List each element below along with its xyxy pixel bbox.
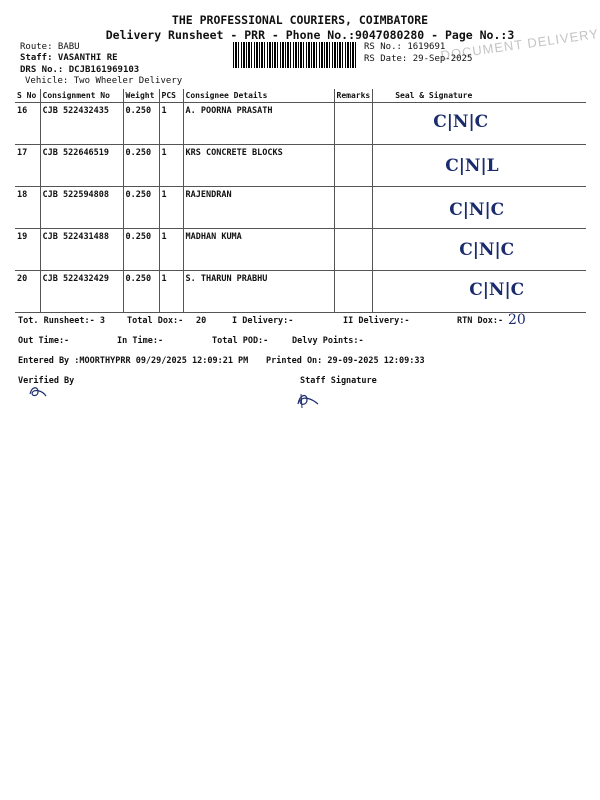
row-pcs: 1 — [159, 271, 183, 313]
row-weight: 0.250 — [123, 145, 159, 187]
row-remarks — [334, 187, 373, 229]
table-row — [15, 187, 586, 229]
row-remarks — [334, 271, 373, 313]
row-sno: 18 — [15, 187, 40, 229]
company-title: THE PROFESSIONAL COURIERS, COIMBATORE — [171, 13, 429, 27]
row-sno: 19 — [15, 229, 40, 271]
row-weight: 0.250 — [123, 187, 159, 229]
row-consignment: CJB 522432429 — [40, 271, 123, 313]
row-remarks — [334, 229, 373, 271]
col-sno: S No — [15, 89, 40, 103]
delvy-points: Delvy Points:- — [292, 336, 364, 346]
col-remarks: Remarks — [334, 89, 373, 103]
runsheet-table — [15, 89, 586, 313]
rs-date: RS Date: 29-Sep-2025 — [364, 54, 473, 64]
printed-on: Printed On: 29-09-2025 12:09:33 — [266, 356, 425, 366]
table-row — [15, 103, 586, 145]
row-consignee: MADHAN KUMA — [183, 229, 334, 271]
row-signature — [373, 229, 586, 271]
in-time: In Time:- — [117, 336, 164, 346]
vehicle-label: Vehicle: Two Wheeler Delivery — [25, 76, 183, 86]
staff-label: Staff: VASANTHI RE — [20, 53, 118, 63]
row-signature — [373, 271, 586, 313]
row-pcs: 1 — [159, 229, 183, 271]
table-row — [15, 145, 586, 187]
verified-by-label: Verified By — [18, 376, 75, 386]
i-delivery: I Delivery:- — [232, 316, 294, 326]
document-delivery-stamp: DOCUMENT DELIVERY — [439, 25, 600, 64]
handwritten-signature: C|N|C — [459, 240, 515, 260]
drs-number: DRS No.: DCJB161969103 — [20, 65, 140, 75]
table-header-row — [15, 89, 586, 103]
entered-by: Entered By :MOORTHYPRR 09/29/2025 12:09:21 PM — [18, 356, 249, 366]
row-sno: 16 — [15, 103, 40, 145]
table-row — [15, 229, 586, 271]
col-pcs: PCS — [159, 89, 183, 103]
row-signature — [373, 145, 586, 187]
route-label: Route: BABU — [20, 42, 80, 52]
staff-signature-icon — [293, 390, 323, 410]
staff-signature-label: Staff Signature — [300, 376, 377, 386]
ii-delivery: II Delivery:- — [343, 316, 410, 326]
row-signature — [373, 187, 586, 229]
handwritten-signature: C|N|C — [449, 200, 505, 220]
row-consignee: KRS CONCRETE BLOCKS — [183, 145, 334, 187]
col-weight: Weight — [123, 89, 159, 103]
out-time: Out Time:- — [18, 336, 70, 346]
row-pcs: 1 — [159, 187, 183, 229]
barcode — [233, 42, 358, 68]
row-consignee: A. POORNA PRASATH — [183, 103, 334, 145]
col-consignee: Consignee Details — [183, 89, 334, 103]
row-weight: 0.250 — [123, 271, 159, 313]
row-pcs: 1 — [159, 103, 183, 145]
rs-number: RS No.: 1619691 — [364, 42, 446, 52]
verified-signature-icon — [26, 384, 50, 400]
total-pod: Total POD:- — [212, 336, 269, 346]
col-seal: Seal & Signature — [373, 89, 586, 103]
table-row — [15, 271, 586, 313]
total-dox-label: Total Dox:- — [127, 316, 184, 326]
row-consignee: S. THARUN PRABHU — [183, 271, 334, 313]
handwritten-signature: C|N|C — [469, 280, 525, 300]
row-sno: 17 — [15, 145, 40, 187]
row-consignment: CJB 522431488 — [40, 229, 123, 271]
rtn-dox-label: RTN Dox:- — [457, 316, 504, 326]
handwritten-signature: C|N|C — [433, 112, 489, 132]
rtn-dox-handwritten: 20 — [508, 312, 526, 328]
row-consignment: CJB 522646519 — [40, 145, 123, 187]
row-remarks — [334, 103, 373, 145]
row-signature — [373, 103, 586, 145]
row-consignee: RAJENDRAN — [183, 187, 334, 229]
col-consignment: Consignment No — [40, 89, 123, 103]
row-sno: 20 — [15, 271, 40, 313]
row-consignment: CJB 522594808 — [40, 187, 123, 229]
row-weight: 0.250 — [123, 229, 159, 271]
row-weight: 0.250 — [123, 103, 159, 145]
handwritten-signature: C|N|L — [445, 156, 499, 176]
total-dox-value: 20 — [196, 316, 207, 326]
tot-runsheet: Tot. Runsheet:- 3 — [18, 316, 105, 326]
runsheet-subtitle: Delivery Runsheet - PRR - Phone No.:9047080280 - Page No.:3 — [105, 28, 515, 42]
row-remarks — [334, 145, 373, 187]
row-consignment: CJB 522432435 — [40, 103, 123, 145]
row-pcs: 1 — [159, 145, 183, 187]
